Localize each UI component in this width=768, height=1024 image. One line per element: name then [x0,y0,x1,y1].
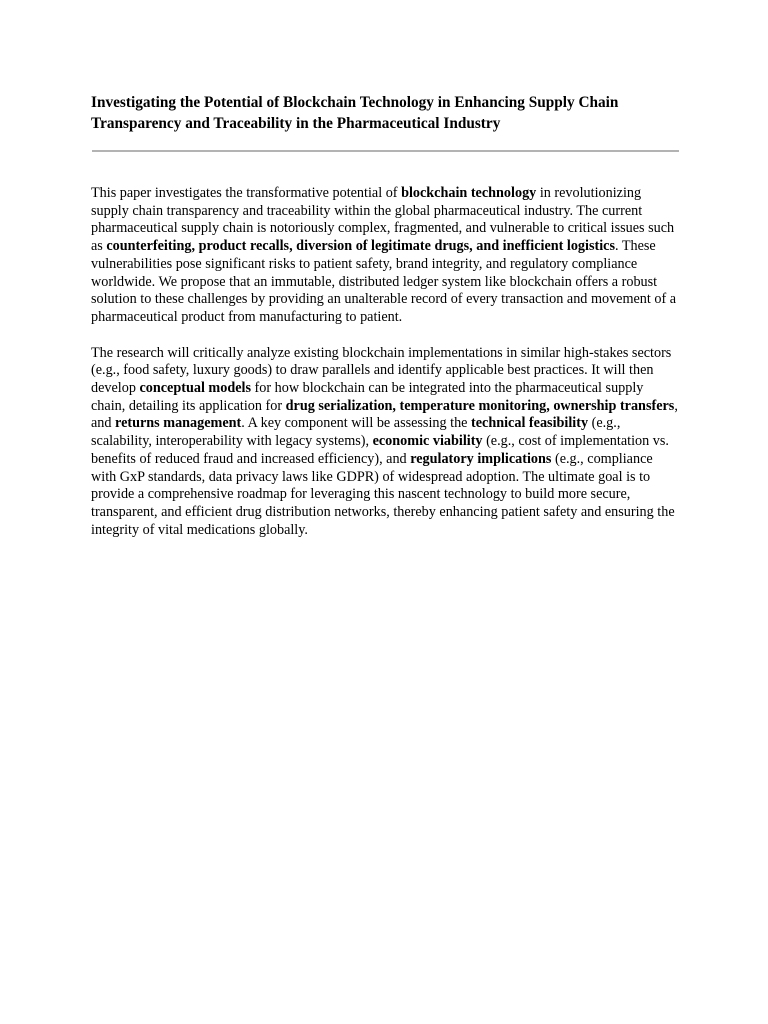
emphasis-run: drug serialization, temperature monitoring, ownership transfers [285,397,675,414]
text-run: The research will critically analyze existing blockchain implementations in similar high-stakes sectors (e.g., food safety, luxury goods) to draw parallels and identify applicable best practices. It will then develop [91,344,672,397]
emphasis-run: conceptual models [139,380,251,397]
emphasis-run: economic viability [372,433,483,450]
text-run: . These vulnerabilities pose significant risks to patient safety, brand integrity, and regulatory compliance worldwide. We propose that an immutable, distributed ledger system like blockchain offers a robust solution to these challenges by providing an unalterable record of every transaction and movement of a pharmaceutical product from manufacturing to patient. [91,238,677,325]
abstract-paragraph-2 [91,345,679,540]
emphasis-run: blockchain technology [401,185,537,201]
abstract-paragraph-1 [91,185,679,327]
text-run: . A key component will be assessing the [241,415,472,432]
document-title: Investigating the Potential of Blockchain Technology in Enhancing Supply Chain Transparency and Traceability in the Pharmaceutical Industry [91,94,619,132]
text-run: in revolutionizing supply chain transparency and traceability within the global pharmaceutical industry. The current pharmaceutical supply chain is notoriously complex, fragmented, and vulnerable to critical issues such as [91,185,675,255]
text-run: (e.g., scalability, interoperability with legacy systems), [91,415,621,450]
emphasis-run: technical feasibility [471,415,589,432]
emphasis-run: counterfeiting, product recalls, diversion of legitimate drugs, and inefficient logistics [106,238,615,255]
emphasis-run: returns management [115,415,242,432]
emphasis-run: regulatory implications [410,450,552,467]
document-page [91,92,679,539]
text-run: This paper investigates the transformative potential of [91,185,402,201]
text-run: , and [91,397,678,432]
text-run: for how blockchain can be integrated into the pharmaceutical supply chain, detailing its application for [91,380,644,414]
text-run: (e.g., cost of implementation vs. benefits of reduced fraud and increased efficiency), and [91,433,669,467]
title-divider [92,150,679,152]
text-run: (e.g., compliance with GxP standards, data privacy laws like GDPR) of widespread adoption. The ultimate goal is to provide a comprehensive roadmap for leveraging this nascent technology to build more secure, transparent, and efficient drug distribution networks, thereby enhancing patient safety and ensuring the integrity of vital medications globally. [91,450,675,538]
